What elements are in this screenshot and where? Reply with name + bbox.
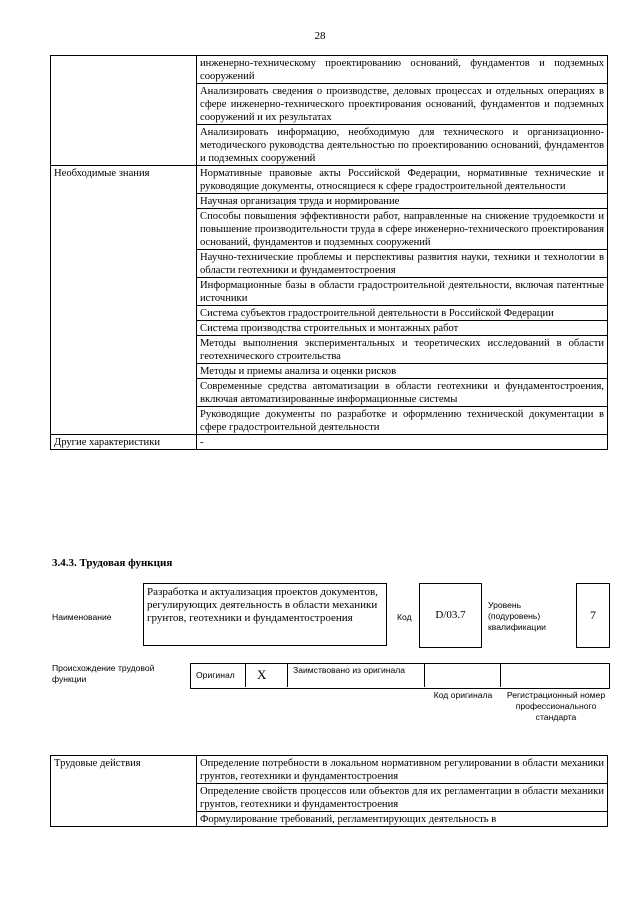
section-heading: 3.4.3. Трудовая функция (52, 557, 173, 569)
code-caption: Код оригинала (433, 690, 493, 700)
action-text: Определение потребности в локальном нормативном регулировании в области механики грунтов, геотехники и фундаментостроения (197, 756, 608, 784)
code-box (419, 583, 482, 648)
page-number: 28 (314, 30, 326, 42)
level-box (576, 583, 610, 648)
function-name-box (143, 583, 387, 646)
row-text: Система производства строительных и монтажных работ (197, 321, 608, 336)
code-value: D/03.7 (435, 609, 466, 621)
actions-label: Трудовые действия (51, 756, 197, 827)
origin-label: Происхождение трудовой функции (52, 663, 155, 684)
divider-3 (424, 663, 501, 687)
row-text: Информационные базы в области градостроительной деятельности, включая патентные источники (197, 278, 608, 306)
row-label (51, 56, 197, 166)
row-text: Современные средства автоматизации в области геотехники и фундаментостроения, включая автоматизированные информационные системы (197, 379, 608, 407)
knowledge-table (50, 55, 608, 450)
level-value: 7 (590, 608, 596, 622)
row-text: Анализировать информацию, необходимую для технического и организационно-методического руководства деятельностью по проектированию оснований, фундаментов и подземных сооружений (197, 125, 608, 166)
reg-caption: Регистрационный номер профессионального стандарта (506, 690, 606, 722)
row-text: Научная организация труда и нормирование (197, 194, 608, 209)
row-text: - (197, 435, 608, 450)
table-row (51, 166, 608, 194)
row-text: Анализировать сведения о производстве, деловых процессах и отдельных операциях в сфере инженерно-технического проектирования оснований, фундаментов и подземных сооружений и их результатах (197, 84, 608, 125)
borrowed-label: Заимствовано из оригинала (293, 665, 406, 675)
row-label: Необходимые знания (51, 166, 197, 435)
action-text: Формулирование требований, регламентирующих деятельность в (197, 812, 608, 827)
code-label: Код (397, 612, 412, 622)
original-label: Оригинал (196, 670, 235, 680)
table-row (51, 56, 608, 84)
function-name-text: Разработка и актуализация проектов документов, регулирующих деятельность в области механики грунтов, геотехники и фундаментостроения (147, 586, 378, 624)
row-text: Способы повышения эффективности работ, направленные на снижение трудоемкости и повышение производительности труда в сфере инженерно-технического проектирования оснований, фундаментов и подземных сооружений (197, 209, 608, 250)
original-mark: X (257, 667, 267, 682)
table-row (51, 756, 608, 784)
row-text: Система субъектов градостроительной деятельности в Российской Федерации (197, 306, 608, 321)
row-text: Методы и приемы анализа и оценки рисков (197, 364, 608, 379)
action-text: Определение свойств процессов или объектов для их регламентации в области механики грунтов, геотехники и фундаментостроения (197, 784, 608, 812)
row-text: инженерно-техническому проектированию оснований, фундаментов и подземных сооружений (197, 56, 608, 84)
row-label: Другие характеристики (51, 435, 197, 450)
actions-table (50, 755, 608, 827)
row-text: Руководящие документы по разработке и оформлению технической документации в сфере градостроительной деятельности (197, 407, 608, 435)
row-text: Научно-технические проблемы и перспективы развития науки, техники и технологии в области геотехники и фундаментостроения (197, 250, 608, 278)
level-label: Уровень (подуровень) квалификации (488, 600, 546, 632)
name-label: Наименование (52, 612, 112, 622)
table-row (51, 435, 608, 450)
row-text: Методы выполнения экспериментальных и теоретических исследований в области геотехнического строительства (197, 336, 608, 364)
divider-1 (245, 663, 288, 687)
row-text: Нормативные правовые акты Российской Федерации, нормативные технические и руководящие документы, относящиеся к сфере градостроительной деятельности (197, 166, 608, 194)
